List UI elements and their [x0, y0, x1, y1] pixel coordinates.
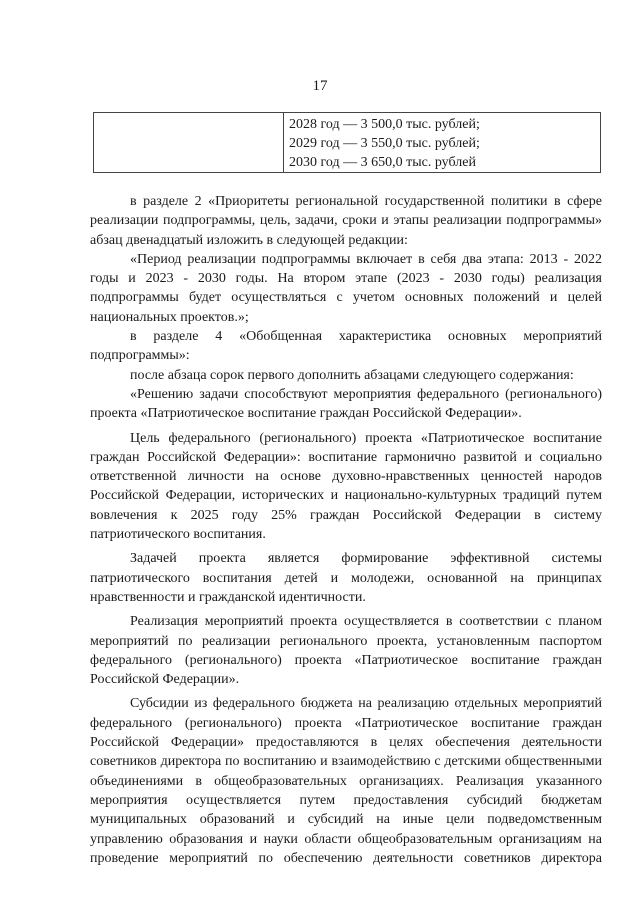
- document-body: [90, 192, 602, 868]
- budget-line-2028: 2028 год — 3 500,0 тыс. рублей;: [289, 117, 480, 132]
- paragraph-task: «Решению задачи способствуют мероприятия федерального (регионального) проекта «Патриотическое воспитание граждан Российской Федерации».: [90, 386, 602, 422]
- paragraph-goal: Цель федерального (регионального) проекта «Патриотическое воспитание граждан Российской Федерации»: воспитание гармонично развитой и социально ответственной личности на основе духовно-нравственных ценностей народов Российской Федерации, исторических и национально-культурных традиций путем вовлечения к 2025 году 25% граждан Российской Федерации в систему патриотического воспитания.: [90, 430, 602, 543]
- paragraph-subsidies: Субсидии из федерального бюджета на реализацию отдельных мероприятий федерального (регионального) проекта «Патриотическое воспитание граждан Российской Федерации» предоставляются в целях обеспечения деятельности советников директора по воспитанию и взаимодействию с детскими общественными объединениями в общеобразовательных организациях. Реализация указанного мероприятия осуществляется путем предоставления субсидий бюджетам муниципальных образований и субсидий на иные цели подведомственным управлению образования и науки области общеобразовательным организациям на проведение мероприятий по обеспечению деятельности советников директора: [90, 696, 602, 866]
- page-number: 17: [312, 78, 328, 94]
- paragraph-add-instruction: после абзаца сорок первого дополнить абзацами следующего содержания:: [130, 367, 574, 383]
- budget-table: [93, 112, 601, 173]
- budget-values-cell: [284, 113, 601, 173]
- paragraph-objective: Задачей проекта является формирование эффективной системы патриотического воспитания детей и молодежи, основанной на принципах нравственности и гражданской идентичности.: [90, 551, 602, 605]
- table-row: [94, 113, 601, 173]
- paragraph-section2-intro: в разделе 2 «Приоритеты региональной государственной политики в сфере реализации подпрограммы, цель, задачи, сроки и этапы реализации подпрограммы» абзац двенадцатый изложить в следующей редакции:: [90, 194, 602, 248]
- budget-line-2030: 2030 год — 3 650,0 тыс. рублей: [289, 155, 476, 170]
- empty-cell: [94, 113, 284, 173]
- paragraph-implementation: Реализация мероприятий проекта осуществляется в соответствии с планом мероприятий по реализации регионального проекта, установленным паспортом федерального (регионального) проекта «Патриотическое воспитание граждан Российской Федерации».: [90, 614, 602, 688]
- paragraph-period: «Период реализации подпрограммы включает в себя два этапа: 2013 - 2022 годы и 2023 - 2030 годы. На втором этапе (2023 - 2030 годы) реализация подпрограммы будет осуществляться с учетом основных положений и целей национальных проектов.»;: [90, 251, 602, 325]
- paragraph-section4-intro: в разделе 4 «Обобщенная характеристика основных мероприятий подпрограммы»:: [90, 329, 602, 364]
- budget-line-2029: 2029 год — 3 550,0 тыс. рублей;: [289, 136, 480, 151]
